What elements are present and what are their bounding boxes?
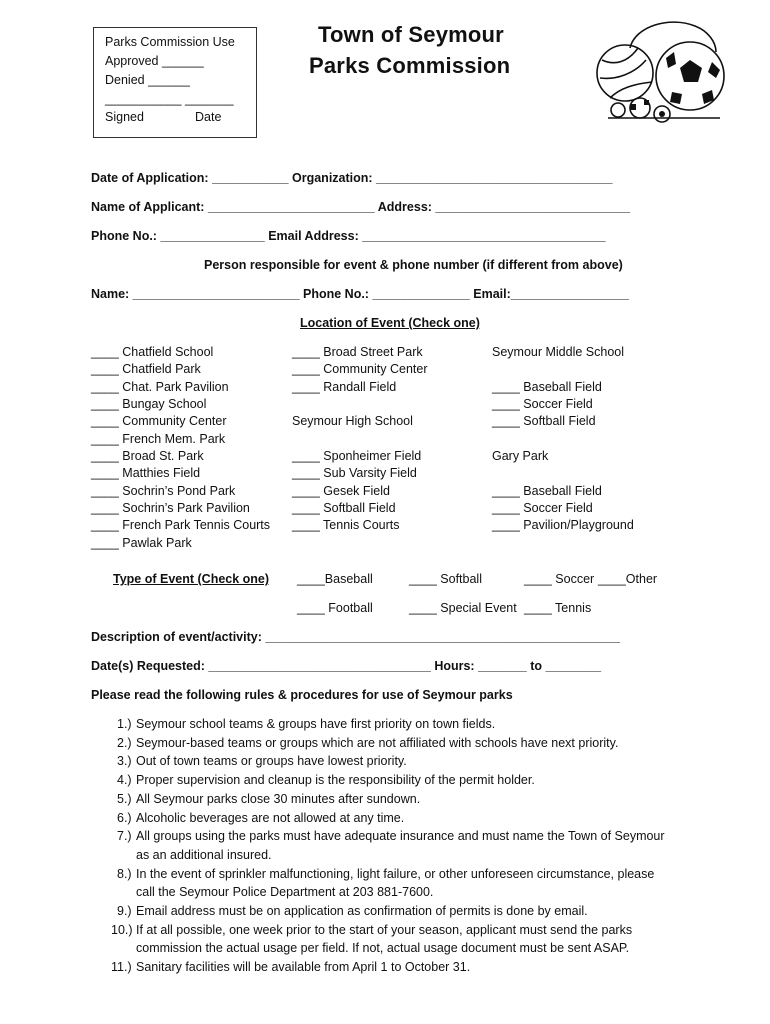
date-label: Date [195, 110, 222, 124]
location-option[interactable]: ____ Chat. Park Pavilion [91, 380, 229, 394]
sports-balls-illustration [590, 18, 740, 130]
date-organization-row[interactable]: Date of Application: ___________ Organization: __________________________________ [91, 171, 613, 185]
location-option[interactable]: ____ Soccer Field [492, 501, 593, 515]
rule-text: Email address must be on application as confirmation of permits is done by email. [136, 904, 588, 918]
location-option[interactable]: ____ Softball Field [492, 414, 596, 428]
rule-number: 1.) [117, 717, 132, 731]
dates-hours-row[interactable]: Date(s) Requested: ________________________________ Hours: _______ to ________ [91, 659, 602, 673]
rule-number: 11.) [111, 960, 132, 975]
high-school-title: Seymour High School [292, 414, 413, 428]
rule-number: 5.) [117, 791, 132, 806]
responsible-contact-row[interactable]: Name: ________________________ Phone No.: ______________ Email:_________________ [91, 287, 629, 301]
responsible-person-note: Person responsible for event & phone number (if different from above) [204, 258, 623, 272]
location-option[interactable]: ____ Pawlak Park [91, 536, 192, 550]
rule-text: In the event of sprinkler malfunctioning, light failure, or other unforeseen circumstance, please [136, 866, 655, 881]
approved-field[interactable]: Approved ______ [105, 54, 204, 68]
parks-commission-use-box [93, 27, 257, 138]
rule-text: All Seymour parks close 30 minutes after sundown. [136, 791, 421, 806]
location-option[interactable]: ____ Sochrin’s Park Pavilion [91, 501, 250, 515]
event-baseball-option[interactable]: ____Baseball [297, 572, 373, 586]
rule-text: Out of town teams or groups have lowest priority. [136, 754, 407, 769]
location-option[interactable]: ____ Broad St. Park [91, 449, 204, 463]
approval-box-heading: Parks Commission Use [105, 35, 235, 49]
rule-number: 10.) [111, 922, 133, 937]
location-option[interactable]: ____ Sub Varsity Field [292, 466, 417, 480]
applicant-address-row[interactable]: Name of Applicant: ________________________ Address: ____________________________ [91, 200, 631, 214]
event-tennis-option[interactable]: ____ Tennis [524, 601, 592, 615]
rule-number: 9.) [117, 904, 132, 918]
location-option[interactable]: ____ Sponheimer Field [292, 449, 422, 463]
rule-text: commission the actual usage per field. If not, actual usage document must be sent ASAP. [136, 941, 630, 956]
event-softball-option[interactable]: ____ Softball [409, 572, 482, 586]
location-option[interactable]: ____ Broad Street Park [292, 345, 423, 359]
location-option[interactable]: ____ Softball Field [292, 501, 396, 515]
rule-number: 4.) [117, 773, 132, 788]
event-soccer-option[interactable]: ____ Soccer [524, 572, 595, 586]
location-option[interactable]: ____ Matthies Field [91, 466, 201, 480]
rule-text: All groups using the parks must have adequate insurance and must name the Town of Seymour [136, 829, 665, 844]
location-option[interactable]: ____ Sochrin’s Pond Park [91, 484, 236, 498]
title-commission: Parks Commission [309, 53, 511, 78]
rules-heading: Please read the following rules & procedures for use of Seymour parks [91, 688, 513, 702]
middle-school-title: Seymour Middle School [492, 345, 625, 359]
denied-field[interactable]: Denied ______ [105, 73, 190, 87]
event-other-option[interactable]: ____Other [598, 572, 658, 586]
location-heading: Location of Event (Check one) [300, 316, 480, 330]
rule-number: 3.) [117, 754, 132, 769]
location-option[interactable]: ____ French Park Tennis Courts [91, 518, 271, 532]
rule-text: If at all possible, one week prior to the start of your season, applicant must send the parks [136, 922, 633, 937]
signature-lines[interactable]: ___________ _______ [105, 92, 234, 106]
rule-text: Proper supervision and cleanup is the responsibility of the permit holder. [136, 773, 535, 788]
location-option[interactable]: ____ Chatfield School [91, 345, 214, 359]
location-option[interactable]: ____ Randall Field [292, 380, 397, 394]
rule-number: 8.) [117, 866, 132, 881]
event-special-option[interactable]: ____ Special Event [409, 601, 517, 615]
rule-text: Seymour school teams & groups have first priority on town fields. [136, 717, 496, 731]
location-option[interactable]: ____ Gesek Field [292, 484, 390, 498]
location-option[interactable]: ____ French Mem. Park [91, 432, 226, 446]
rule-text: Sanitary facilities will be available from April 1 to October 31. [136, 960, 471, 975]
event-football-option[interactable]: ____ Football [297, 601, 373, 615]
location-option[interactable]: ____ Community Center [91, 414, 227, 428]
description-row[interactable]: Description of event/activity: ___________________________________________________ [91, 630, 620, 644]
rule-number: 7.) [117, 829, 132, 844]
event-type-heading: Type of Event (Check one) [113, 572, 270, 586]
rule-number: 2.) [117, 735, 132, 750]
rule-text: Alcoholic beverages are not allowed at any time. [136, 810, 405, 825]
rule-text: call the Seymour Police Department at 203 881-7600. [136, 885, 434, 900]
rule-text: Seymour-based teams or groups which are not affiliated with schools have next priority. [136, 735, 619, 750]
location-option[interactable]: ____ Bungay School [91, 397, 207, 411]
location-option[interactable]: ____ Soccer Field [492, 397, 593, 411]
gary-park-title: Gary Park [492, 449, 549, 463]
location-option[interactable]: ____ Chatfield Park [91, 362, 201, 376]
location-option[interactable]: ____ Tennis Courts [292, 518, 400, 532]
phone-email-row[interactable]: Phone No.: _______________ Email Address: ___________________________________ [91, 229, 606, 243]
location-option[interactable]: ____ Community Center [292, 362, 428, 376]
title-town: Town of Seymour [318, 22, 504, 47]
location-option[interactable]: ____ Pavilion/Playground [492, 518, 634, 532]
location-option[interactable]: ____ Baseball Field [492, 380, 602, 394]
rule-number: 6.) [117, 810, 132, 825]
location-option[interactable]: ____ Baseball Field [492, 484, 602, 498]
rule-text: as an additional insured. [136, 847, 272, 862]
signed-label: Signed [105, 110, 144, 124]
